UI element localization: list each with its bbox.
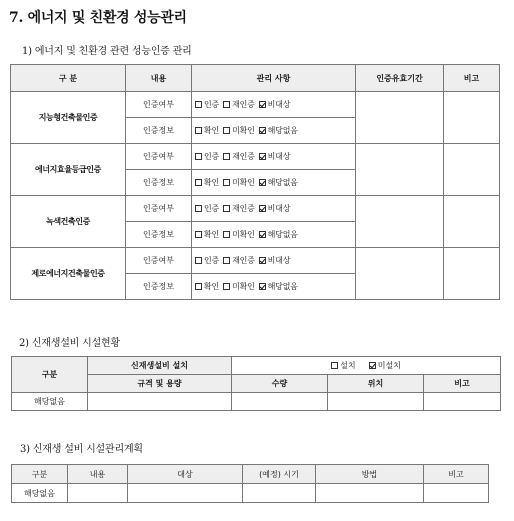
certification-item-label: 인증여부 (126, 144, 192, 170)
checkbox-option[interactable] (223, 126, 255, 135)
checkbox-option[interactable] (259, 152, 291, 161)
validity-period-cell[interactable] (356, 248, 444, 300)
renewable-header-category: 구분 (12, 357, 88, 393)
checkbox-icon (195, 127, 202, 134)
renewable-remarks-cell[interactable] (424, 393, 501, 411)
certification-options (192, 248, 356, 274)
header-management: 관리 사항 (192, 65, 356, 92)
checkbox-option-label: 인증 (204, 152, 220, 161)
certification-row (11, 144, 500, 170)
renewable-header-spec: 규격 및 용량 (88, 375, 232, 393)
checkbox-option-label: 인증 (204, 100, 220, 109)
plan-header-method: 방법 (316, 465, 424, 484)
renewable-plan-table (11, 464, 489, 503)
checked-checkbox-icon (259, 257, 266, 264)
checkbox-icon (195, 205, 202, 212)
checkbox-icon (331, 362, 338, 369)
checkbox-option[interactable] (223, 204, 255, 213)
certification-category: 에너지효율등급인증 (11, 144, 126, 196)
plan-row-label: 해당없음 (12, 484, 68, 503)
checkbox-option-label: 해당없음 (267, 178, 298, 187)
checkbox-option[interactable] (259, 178, 298, 187)
plan-header-category: 구분 (12, 465, 68, 484)
checkbox-option-label: 확인 (204, 282, 220, 291)
certification-item-label: 인증정보 (126, 118, 192, 144)
certification-row (11, 248, 500, 274)
header-content: 내용 (126, 65, 192, 92)
certification-options (192, 92, 356, 118)
renewable-header-row-1 (12, 357, 501, 375)
checkbox-icon (195, 101, 202, 108)
checked-checkbox-icon (259, 153, 266, 160)
renewable-location-cell[interactable] (328, 393, 424, 411)
renewable-status-table (11, 356, 501, 411)
remarks-cell[interactable] (444, 92, 500, 144)
plan-target-cell[interactable] (128, 484, 243, 503)
section2-heading: 2) 신재생설비 시설현황 (19, 338, 120, 349)
validity-period-cell[interactable] (356, 196, 444, 248)
checkbox-option-label: 해당없음 (267, 126, 298, 135)
checkbox-icon (223, 205, 230, 212)
checkbox-option[interactable] (223, 152, 255, 161)
checkbox-icon (223, 153, 230, 160)
checked-checkbox-icon (259, 127, 266, 134)
install-option-1[interactable]: 미설치 (369, 361, 401, 370)
certification-item-label: 인증정보 (126, 222, 192, 248)
remarks-cell[interactable] (444, 248, 500, 300)
plan-header-target: 대상 (128, 465, 243, 484)
checkbox-icon (223, 101, 230, 108)
checked-checkbox-icon (259, 205, 266, 212)
checked-checkbox-icon (259, 231, 266, 238)
checkbox-option-label: 해당없음 (267, 282, 298, 291)
checkbox-icon (195, 231, 202, 238)
checkbox-option-label: 미확인 (232, 230, 255, 239)
plan-header-remarks: 비고 (424, 465, 489, 484)
validity-period-cell[interactable] (356, 144, 444, 196)
checkbox-option-label: 재인증 (232, 256, 255, 265)
checkbox-option[interactable] (195, 152, 219, 161)
validity-period-cell[interactable] (356, 92, 444, 144)
checkbox-option[interactable] (195, 256, 219, 265)
renewable-quantity-cell[interactable] (232, 393, 328, 411)
checkbox-option[interactable] (259, 126, 298, 135)
checkbox-option[interactable] (223, 178, 255, 187)
plan-method-cell[interactable] (316, 484, 424, 503)
checkbox-option[interactable] (223, 256, 255, 265)
certification-options (192, 170, 356, 196)
certification-header-row (11, 65, 500, 92)
checkbox-option-label: 재인증 (232, 100, 255, 109)
checkbox-option[interactable] (259, 204, 291, 213)
plan-header-content: 내용 (68, 465, 128, 484)
plan-content-cell[interactable] (68, 484, 128, 503)
checkbox-option[interactable] (195, 126, 219, 135)
renewable-spec-cell[interactable] (88, 393, 232, 411)
page-title: 7. 에너지 및 친환경 성능관리 (9, 10, 187, 26)
checked-checkbox-icon (369, 362, 376, 369)
certification-item-label: 인증정보 (126, 170, 192, 196)
checkbox-option-label: 재인증 (232, 204, 255, 213)
checkbox-icon (195, 153, 202, 160)
certification-options (192, 274, 356, 300)
checkbox-option[interactable] (195, 100, 219, 109)
checkbox-option-label: 미확인 (232, 126, 255, 135)
checkbox-option-label: 비대상 (267, 256, 291, 265)
renewable-row-label: 해당없음 (12, 393, 88, 411)
checkbox-option[interactable] (195, 178, 219, 187)
plan-remarks-cell[interactable] (424, 484, 489, 503)
renewable-header-remarks: 비고 (424, 375, 501, 393)
certification-row (11, 92, 500, 118)
checkbox-icon (195, 283, 202, 290)
checkbox-icon (195, 179, 202, 186)
checkbox-option[interactable] (195, 282, 219, 291)
checkbox-option[interactable] (259, 230, 298, 239)
certification-options (192, 222, 356, 248)
checkbox-option[interactable] (223, 230, 255, 239)
certification-category: 지능형건축물인증 (11, 92, 126, 144)
plan-header-row (12, 465, 489, 484)
certification-options (192, 144, 356, 170)
checkbox-option[interactable] (195, 230, 219, 239)
checkbox-option[interactable] (223, 100, 255, 109)
checkbox-option-label: 미확인 (232, 282, 255, 291)
checkbox-option-label: 비대상 (267, 204, 291, 213)
certification-item-label: 인증여부 (126, 92, 192, 118)
checkbox-option-label: 해당없음 (267, 230, 298, 239)
plan-header-timing: (예정) 시기 (243, 465, 316, 484)
checkbox-option-label: 미확인 (232, 178, 255, 187)
plan-timing-cell[interactable] (243, 484, 316, 503)
certification-category: 녹색건축인증 (11, 196, 126, 248)
renewable-header-install: 신재생설비 설치 (88, 357, 232, 375)
header-category: 구 분 (11, 65, 126, 92)
checkbox-icon (223, 127, 230, 134)
checked-checkbox-icon (259, 101, 266, 108)
certification-options (192, 196, 356, 222)
checkbox-icon (195, 257, 202, 264)
checkbox-option-label: 인증 (204, 256, 220, 265)
plan-data-row (12, 484, 489, 503)
renewable-header-location: 위치 (328, 375, 424, 393)
certification-options (192, 118, 356, 144)
certification-body (11, 92, 500, 300)
remarks-cell[interactable] (444, 144, 500, 196)
certification-category: 제로에너지건축물인증 (11, 248, 126, 300)
header-validity-period: 인증유효기간 (356, 65, 444, 92)
checkbox-option-label: 재인증 (232, 152, 255, 161)
checkbox-icon (223, 257, 230, 264)
certification-item-label: 인증여부 (126, 196, 192, 222)
checkbox-option-label: 인증 (204, 204, 220, 213)
checkbox-option[interactable] (223, 282, 255, 291)
checkbox-option-label: 비대상 (267, 152, 291, 161)
certification-item-label: 인증정보 (126, 274, 192, 300)
checkbox-option-label: 확인 (204, 126, 220, 135)
certification-item-label: 인증여부 (126, 248, 192, 274)
remarks-cell[interactable] (444, 196, 500, 248)
install-option-0[interactable]: 설치 (331, 361, 355, 370)
checked-checkbox-icon (259, 179, 266, 186)
checkbox-option[interactable] (259, 256, 291, 265)
checkbox-icon (223, 283, 230, 290)
checkbox-option[interactable] (195, 204, 219, 213)
section1-heading: 1) 에너지 및 친환경 관련 성능인증 관리 (22, 46, 192, 57)
section3-heading: 3) 신재생 설비 시설관리계획 (20, 444, 143, 455)
checkbox-option[interactable] (259, 100, 291, 109)
renewable-data-row (12, 393, 501, 411)
renewable-header-quantity: 수량 (232, 375, 328, 393)
checkbox-icon (223, 179, 230, 186)
checkbox-option-label: 확인 (204, 230, 220, 239)
install-status-cell (232, 357, 501, 375)
checked-checkbox-icon (259, 283, 266, 290)
certification-table (10, 64, 500, 300)
checkbox-option-label: 비대상 (267, 100, 291, 109)
checkbox-icon (223, 231, 230, 238)
certification-row (11, 196, 500, 222)
checkbox-option[interactable] (259, 282, 298, 291)
checkbox-option-label: 확인 (204, 178, 220, 187)
header-remarks: 비고 (444, 65, 500, 92)
